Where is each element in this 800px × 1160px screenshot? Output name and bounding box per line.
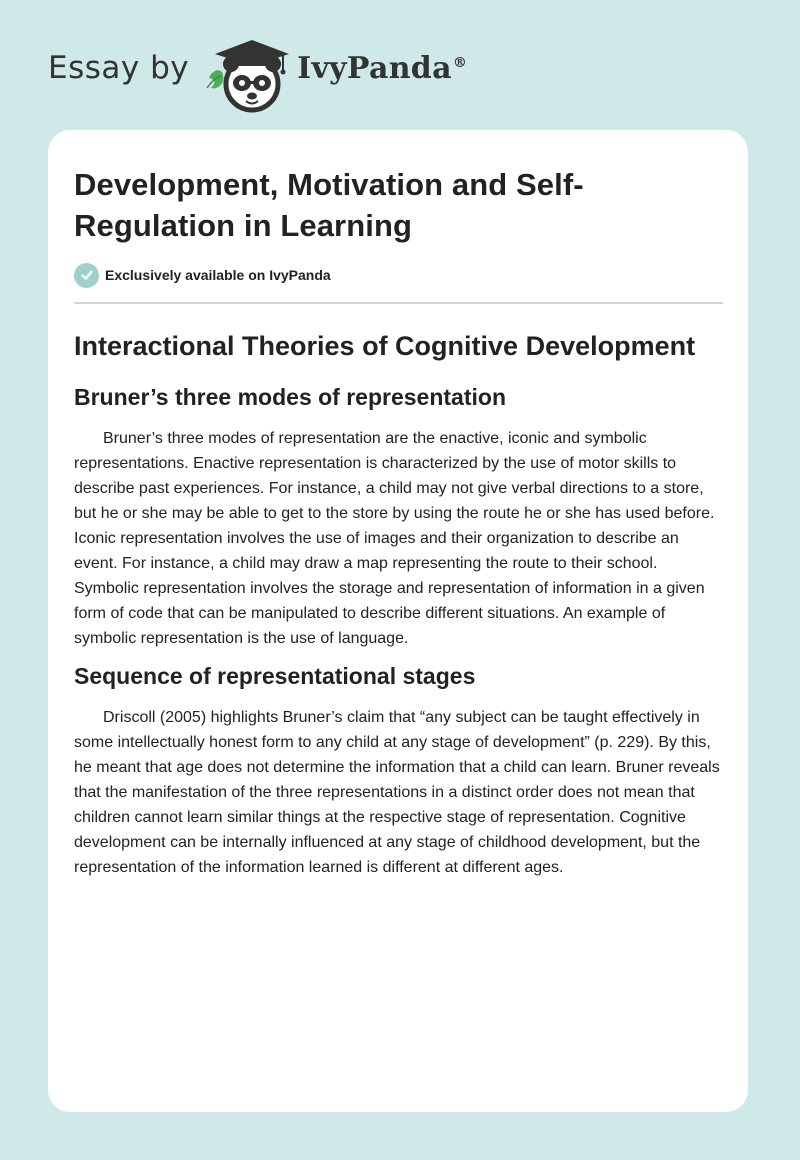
paragraph-sequence: Driscoll (2005) highlights Bruner’s claim that “any subject can be taught effectively in some intellectually honest form to any child at any stage of development” (p. 229). By this, he meant that age does not determine the information that a child can learn. Bruner reveals that the manifestation of the three representations in a distinct order does not mean that children cannot learn similar things at the respective stage of representation. Cognitive development can be internally influenced at any stage of childhood development, but the representation of the information learned is different at different ages. (74, 709, 720, 876)
paragraph-modes: Bruner’s three modes of representation are the enactive, iconic and symbolic representations. Enactive representation is characterized by the use of motor skills to describe past experiences. For instance, a child may not give verbal directions to a store, but he or she may be able to get to the store by using the route he or she has used before. Iconic representation involves the use of images and their organization to describe an event. For instance, a child may draw a map representing the route to their school. Symbolic representation involves the storage and representation of information in a given form of code that can be manipulated to describe different situations. An example of symbolic representation is the use of language. (74, 430, 715, 647)
section-heading: Interactional Theories of Cognitive Development (74, 331, 696, 361)
essay-card (48, 130, 748, 1112)
exclusive-badge (74, 262, 723, 288)
divider (74, 302, 723, 304)
brand-name-text: IvyPanda (297, 50, 452, 86)
registered-mark: ® (452, 54, 468, 71)
panda-graduate-logo-icon (203, 28, 293, 118)
subsection-heading-sequence: Sequence of representational stages (74, 663, 476, 689)
subsection-heading-modes: Bruner’s three modes of representation (74, 384, 506, 410)
brand-header[interactable] (48, 28, 467, 118)
page-title: Development, Motivation and Self-Regulation in Learning (74, 167, 584, 243)
exclusive-label: Exclusively available on IvyPanda (105, 267, 331, 283)
check-circle-icon (74, 263, 99, 288)
brand-prefix: Essay by (48, 50, 190, 86)
brand-name (297, 51, 467, 86)
